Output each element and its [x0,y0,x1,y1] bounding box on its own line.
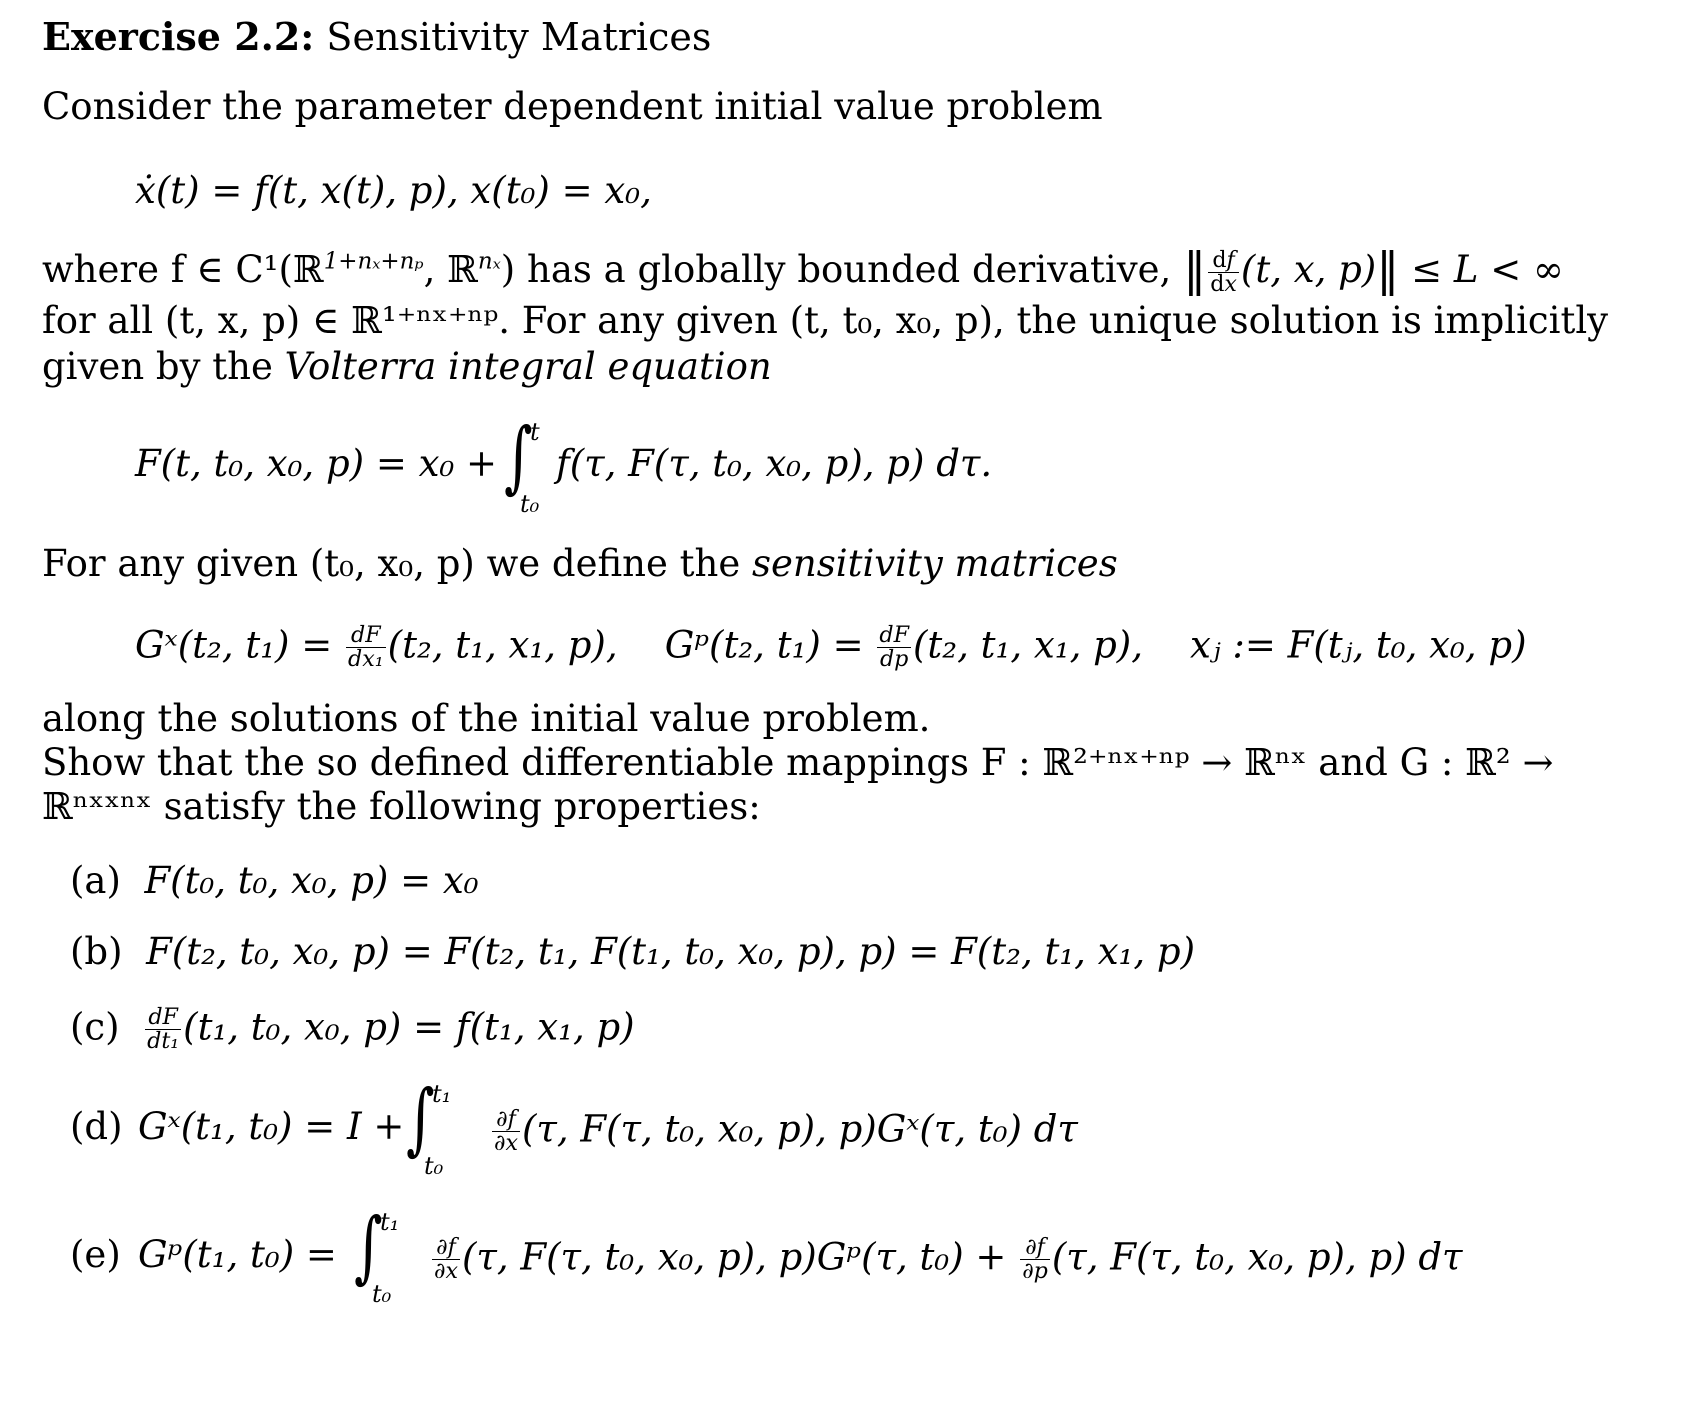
item-e-lhs: Gᵖ(t₁, t₀) = [138,1233,337,1276]
item-d-integrand [490,1108,1078,1156]
item-e-expr2: (τ, F(τ, t₀, x₀, p), p) dτ [1051,1235,1463,1279]
para1-line1-a: where f ∈ C¹(ℝ [42,248,324,291]
intro-text: Consider the parameter dependent initial value problem [42,85,1103,128]
volterra-lower-limit: t₀ [520,490,540,518]
item-d-expr: (τ, F(τ, t₀, x₀, p), p)Gˣ(τ, t₀) dτ [522,1107,1078,1151]
para1-line1-b: , ℝ [423,248,478,291]
volterra-upper-limit: t [530,418,540,446]
para1-line3-a: given by the [42,345,273,388]
para3-line2: Show that the so defined differentiable mappings F : ℝ²⁺ⁿˣ⁺ⁿᵖ → ℝⁿˣ and G : ℝ² → [42,741,1554,784]
item-d-lhs: Gˣ(t₁, t₀) = I + [138,1105,405,1148]
item-a-expr: F(t₀, t₀, x₀, p) = x₀ [144,859,479,902]
item-d-upper-limit: t₁ [432,1080,452,1108]
para3-line3: ℝⁿˣˣⁿˣ satisfy the following properties: [42,785,761,828]
gp-rhs: (t₂, t₁, x₁, p), [912,623,1143,667]
exercise-heading [42,14,712,59]
df-dx-partial-fraction-e: $\frac{\partial f}{\partial x}$ [434,1234,458,1285]
gp-lhs: Gᵖ(t₂, t₁) = [664,623,864,667]
item-d-integral-sign: ∫ [406,1074,435,1164]
para1-norm-args: (t, x, p) [1240,248,1377,291]
item-c-label: (c) [70,1005,120,1049]
item-a [70,859,479,902]
item-c-expr: (t₁, t₀, x₀, p) = f(t₁, x₁, p) [183,1005,635,1049]
para1-line3 [42,345,772,388]
volterra-lhs: F(t, t₀, x₀, p) = x₀ + [135,442,498,485]
item-b-label: (b) [70,930,123,973]
item-c [70,1006,635,1054]
gx-lhs: Gˣ(t₂, t₁) = [135,623,333,667]
item-e-label: (e) [70,1233,121,1276]
item-a-label: (a) [70,859,121,902]
norm-close: ‖ [1376,242,1400,296]
para1-line1-sup: 1+nₓ+nₚ [323,248,424,275]
integral-sign: ∫ [504,412,533,502]
df-dx-partial-fraction: $\frac{\partial f}{\partial x}$ [494,1106,518,1157]
item-b-expr: F(t₂, t₀, x₀, p) = F(t₂, t₁, F(t₁, t₀, x₀, p), p) = F(t₂, t₁, x₁, p) [146,930,1196,973]
sensitivity-definitions [135,624,1527,672]
item-e-integral-sign: ∫ [354,1202,383,1292]
para2 [42,542,1118,585]
para1-line2: for all (t, x, p) ∈ ℝ¹⁺ⁿˣ⁺ⁿᵖ. For any given (t, t₀, x₀, p), the unique solution is implicitly [42,299,1609,342]
volterra-integrand: f(τ, F(τ, t₀, x₀, p), p) dτ. [556,442,993,485]
volterra-term: Volterra integral equation [284,345,772,388]
xj-definition: xⱼ := F(tⱼ, t₀, x₀, p) [1190,623,1527,667]
item-e-lower-limit: t₀ [372,1280,392,1308]
ivp-equation: ẋ(t) = f(t, x(t), p), x(t₀) = x₀, [135,169,652,212]
dF-dp-fraction: $\frac{dF}{dp}$ [879,622,909,673]
exercise-title: Sensitivity Matrices [326,15,712,59]
item-b [70,930,1196,973]
item-d-lower-limit: t₀ [424,1152,444,1180]
para1-line1-c: ) has a globally bounded derivative, [500,248,1172,291]
exercise-label: Exercise 2.2: [42,14,315,59]
para1-line1 [42,242,1564,297]
df-dx-fraction: $\frac{df}{dx}$ [1210,246,1237,297]
para1-bound: ≤ L < ∞ [1411,248,1564,291]
norm-open: ‖ [1183,242,1207,296]
gx-rhs: (t₂, t₁, x₁, p), [387,623,618,667]
df-dp-partial-fraction: $\frac{\partial f}{\partial p}$ [1022,1234,1048,1285]
item-e-integrand [430,1236,1463,1284]
para2-text: For any given (t₀, x₀, p) we define the [42,542,741,585]
dF-dt1-fraction: $\frac{dF}{\text{dt₁}}$ [147,1004,180,1055]
item-d-label: (d) [70,1105,123,1148]
para3-line1: along the solutions of the initial value problem. [42,697,931,740]
sensitivity-term: sensitivity matrices [752,542,1118,585]
item-e-expr: (τ, F(τ, t₀, x₀, p), p)Gᵖ(τ, t₀) + [462,1235,1007,1279]
item-e-upper-limit: t₁ [380,1208,400,1236]
dF-dx1-fraction: $\frac{dF}{\text{dx₁}}$ [348,622,384,673]
para1-line1-sup2: nₓ [477,248,501,275]
